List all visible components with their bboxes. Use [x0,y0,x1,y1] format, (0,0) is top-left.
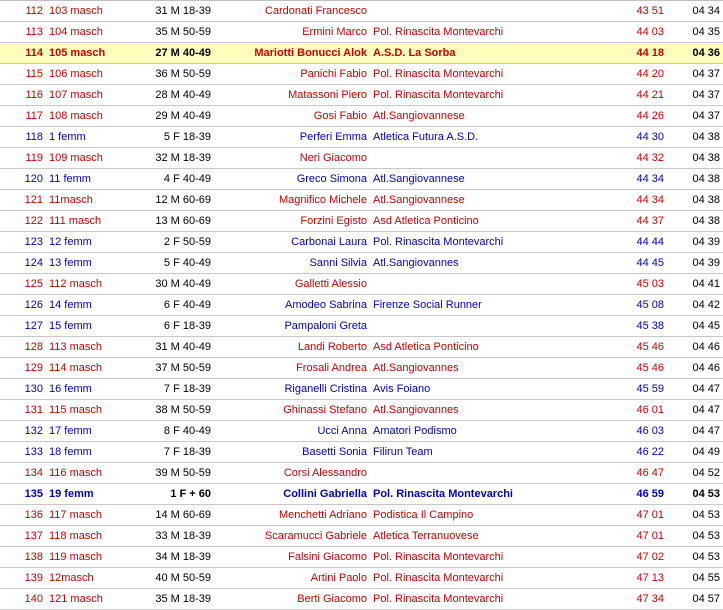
cell-pace: 04 53 [667,547,723,568]
cell-category: 12 femm [46,232,134,253]
cell-pace: 04 45 [667,316,723,337]
cell-age-group: 36 M 50-59 [134,64,214,85]
cell-age-group: 1 F + 60 [134,484,214,505]
cell-age-group: 32 M 18-39 [134,148,214,169]
cell-name: Ghinassi Stefano [214,400,370,421]
cell-team: Firenze Social Runner [370,295,606,316]
cell-position: 137 [0,526,46,547]
cell-team: Pol. Rinascita Montevarchi [370,64,606,85]
cell-name: Magnifico Michele [214,190,370,211]
cell-pace: 04 53 [667,505,723,526]
cell-category: 108 masch [46,106,134,127]
cell-pace: 04 38 [667,148,723,169]
cell-category: 114 masch [46,358,134,379]
cell-pace: 04 37 [667,85,723,106]
table-row[interactable] [0,547,723,568]
cell-team: Pol. Rinascita Montevarchi [370,547,606,568]
cell-category: 14 femm [46,295,134,316]
cell-position: 112 [0,1,46,22]
cell-name: Collini Gabriella [214,484,370,505]
cell-age-group: 27 M 40-49 [134,43,214,64]
table-row[interactable] [0,379,723,400]
cell-category: 107 masch [46,85,134,106]
cell-team: Podistica Il Campino [370,505,606,526]
cell-pace: 04 38 [667,169,723,190]
cell-name: Carbonai Laura [214,232,370,253]
cell-category: 16 femm [46,379,134,400]
cell-name: Landi Roberto [214,337,370,358]
cell-age-group: 14 M 60-69 [134,505,214,526]
cell-category: 105 masch [46,43,134,64]
cell-time: 43 51 [606,1,667,22]
cell-age-group: 35 M 50-59 [134,22,214,43]
cell-pace: 04 37 [667,64,723,85]
table-row[interactable] [0,190,723,211]
cell-name: Sanni Silvia [214,253,370,274]
cell-name: Cardonati Francesco [214,1,370,22]
cell-time: 44 26 [606,106,667,127]
cell-team: Atletica Terranuovese [370,526,606,547]
cell-pace: 04 53 [667,526,723,547]
cell-position: 126 [0,295,46,316]
cell-position: 114 [0,43,46,64]
cell-position: 135 [0,484,46,505]
cell-age-group: 5 F 18-39 [134,127,214,148]
cell-pace: 04 52 [667,463,723,484]
cell-position: 116 [0,85,46,106]
cell-team: Atletica Futura A.S.D. [370,127,606,148]
table-row[interactable] [0,463,723,484]
cell-time: 45 46 [606,337,667,358]
cell-name: Greco Simona [214,169,370,190]
cell-time: 45 59 [606,379,667,400]
cell-category: 109 masch [46,148,134,169]
cell-position: 138 [0,547,46,568]
table-row[interactable] [0,442,723,463]
cell-time: 44 03 [606,22,667,43]
cell-team: Pol. Rinascita Montevarchi [370,589,606,610]
table-row[interactable] [0,274,723,295]
cell-category: 103 masch [46,1,134,22]
cell-team: Pol. Rinascita Montevarchi [370,232,606,253]
cell-position: 128 [0,337,46,358]
cell-team: Asd Atletica Ponticino [370,337,606,358]
table-row[interactable] [0,169,723,190]
cell-time: 47 01 [606,526,667,547]
cell-name: Frosali Andrea [214,358,370,379]
cell-pace: 04 42 [667,295,723,316]
cell-team: Amatori Podismo [370,421,606,442]
cell-team: A.S.D. La Sorba [370,43,606,64]
cell-position: 133 [0,442,46,463]
cell-position: 125 [0,274,46,295]
table-row[interactable] [0,295,723,316]
cell-time: 44 44 [606,232,667,253]
cell-pace: 04 47 [667,421,723,442]
cell-pace: 04 38 [667,211,723,232]
table-row[interactable] [0,1,723,22]
cell-age-group: 8 F 40-49 [134,421,214,442]
cell-age-group: 12 M 60-69 [134,190,214,211]
cell-age-group: 28 M 40-49 [134,85,214,106]
cell-team: Avis Foiano [370,379,606,400]
cell-position: 124 [0,253,46,274]
cell-team: Asd Atletica Ponticino [370,211,606,232]
table-row[interactable] [0,316,723,337]
cell-time: 45 03 [606,274,667,295]
cell-position: 119 [0,148,46,169]
cell-time: 44 32 [606,148,667,169]
cell-position: 131 [0,400,46,421]
cell-name: Riganelli Cristina [214,379,370,400]
cell-category: 18 femm [46,442,134,463]
cell-category: 12masch [46,568,134,589]
cell-name: Basetti Sonia [214,442,370,463]
cell-time: 44 30 [606,127,667,148]
cell-team: Atl.Sangiovannes [370,358,606,379]
cell-time: 47 01 [606,505,667,526]
cell-team [370,316,606,337]
table-row[interactable] [0,43,723,64]
cell-category: 117 masch [46,505,134,526]
cell-category: 112 masch [46,274,134,295]
cell-time: 44 37 [606,211,667,232]
cell-category: 19 femm [46,484,134,505]
cell-time: 46 47 [606,463,667,484]
cell-age-group: 6 F 40-49 [134,295,214,316]
cell-team: Atl.Sangiovannese [370,106,606,127]
cell-time: 44 18 [606,43,667,64]
cell-age-group: 40 M 50-59 [134,568,214,589]
cell-time: 44 45 [606,253,667,274]
cell-age-group: 2 F 50-59 [134,232,214,253]
cell-name: Forzini Egisto [214,211,370,232]
cell-pace: 04 34 [667,1,723,22]
cell-team [370,1,606,22]
cell-category: 111 masch [46,211,134,232]
cell-team: Pol. Rinascita Montevarchi [370,22,606,43]
cell-age-group: 31 M 40-49 [134,337,214,358]
table-row[interactable] [0,484,723,505]
cell-category: 119 masch [46,547,134,568]
table-row[interactable] [0,64,723,85]
results-table-body [0,1,723,610]
cell-category: 11 femm [46,169,134,190]
cell-age-group: 35 M 18-39 [134,589,214,610]
cell-team: Atl.Sangiovannes [370,400,606,421]
cell-team: Pol. Rinascita Montevarchi [370,85,606,106]
cell-pace: 04 47 [667,379,723,400]
cell-pace: 04 35 [667,22,723,43]
cell-pace: 04 57 [667,589,723,610]
cell-name: Amodeo Sabrina [214,295,370,316]
cell-team: Pol. Rinascita Montevarchi [370,568,606,589]
table-row[interactable] [0,211,723,232]
cell-name: Panichi Fabio [214,64,370,85]
cell-name: Ucci Anna [214,421,370,442]
table-row[interactable] [0,568,723,589]
cell-pace: 04 38 [667,127,723,148]
cell-category: 17 femm [46,421,134,442]
cell-name: Galletti Alessio [214,274,370,295]
cell-age-group: 13 M 60-69 [134,211,214,232]
cell-age-group: 29 M 40-49 [134,106,214,127]
cell-name: Ermini Marco [214,22,370,43]
cell-time: 44 21 [606,85,667,106]
cell-age-group: 34 M 18-39 [134,547,214,568]
cell-name: Menchetti Adriano [214,505,370,526]
cell-pace: 04 36 [667,43,723,64]
table-row[interactable] [0,253,723,274]
table-row[interactable] [0,232,723,253]
cell-age-group: 7 F 18-39 [134,442,214,463]
cell-name: Perferi Emma [214,127,370,148]
table-row[interactable] [0,106,723,127]
cell-position: 113 [0,22,46,43]
cell-category: 121 masch [46,589,134,610]
cell-time: 46 01 [606,400,667,421]
cell-team: Pol. Rinascita Montevarchi [370,484,606,505]
cell-time: 45 08 [606,295,667,316]
table-row[interactable] [0,358,723,379]
cell-age-group: 30 M 40-49 [134,274,214,295]
cell-time: 44 34 [606,169,667,190]
cell-pace: 04 53 [667,484,723,505]
table-row[interactable] [0,337,723,358]
cell-time: 45 46 [606,358,667,379]
table-row[interactable] [0,400,723,421]
cell-time: 45 38 [606,316,667,337]
cell-position: 139 [0,568,46,589]
cell-team [370,463,606,484]
cell-time: 46 22 [606,442,667,463]
cell-position: 121 [0,190,46,211]
cell-team: Atl.Sangiovannes [370,253,606,274]
cell-time: 47 13 [606,568,667,589]
cell-time: 47 34 [606,589,667,610]
cell-name: Matassoni Piero [214,85,370,106]
cell-category: 11masch [46,190,134,211]
cell-category: 1 femm [46,127,134,148]
cell-time: 46 59 [606,484,667,505]
cell-position: 117 [0,106,46,127]
cell-position: 140 [0,589,46,610]
cell-pace: 04 39 [667,232,723,253]
cell-position: 136 [0,505,46,526]
cell-age-group: 5 F 40-49 [134,253,214,274]
cell-position: 123 [0,232,46,253]
table-row[interactable] [0,421,723,442]
cell-name: Corsi Alessandro [214,463,370,484]
cell-position: 129 [0,358,46,379]
cell-time: 44 20 [606,64,667,85]
cell-category: 118 masch [46,526,134,547]
cell-name: Artini Paolo [214,568,370,589]
cell-pace: 04 55 [667,568,723,589]
cell-pace: 04 46 [667,358,723,379]
table-row[interactable] [0,505,723,526]
cell-age-group: 4 F 40-49 [134,169,214,190]
cell-age-group: 7 F 18-39 [134,379,214,400]
cell-name: Berti Giacomo [214,589,370,610]
cell-name: Scaramucci Gabriele [214,526,370,547]
cell-pace: 04 47 [667,400,723,421]
cell-pace: 04 49 [667,442,723,463]
cell-pace: 04 41 [667,274,723,295]
cell-age-group: 33 M 18-39 [134,526,214,547]
table-row[interactable] [0,589,723,610]
cell-time: 44 34 [606,190,667,211]
cell-age-group: 37 M 50-59 [134,358,214,379]
table-row[interactable] [0,22,723,43]
cell-team [370,274,606,295]
cell-team [370,148,606,169]
cell-pace: 04 46 [667,337,723,358]
cell-category: 106 masch [46,64,134,85]
cell-position: 122 [0,211,46,232]
cell-name: Mariotti Bonucci Alok [214,43,370,64]
cell-time: 47 02 [606,547,667,568]
cell-age-group: 38 M 50-59 [134,400,214,421]
cell-time: 46 03 [606,421,667,442]
cell-category: 104 masch [46,22,134,43]
cell-category: 15 femm [46,316,134,337]
table-row[interactable] [0,85,723,106]
cell-position: 120 [0,169,46,190]
cell-age-group: 31 M 18-39 [134,1,214,22]
cell-position: 115 [0,64,46,85]
cell-name: Pampaloni Greta [214,316,370,337]
cell-name: Falsini Giacomo [214,547,370,568]
cell-category: 113 masch [46,337,134,358]
cell-age-group: 6 F 18-39 [134,316,214,337]
cell-team: Atl.Sangiovannese [370,169,606,190]
table-row[interactable] [0,148,723,169]
cell-age-group: 39 M 50-59 [134,463,214,484]
cell-category: 13 femm [46,253,134,274]
cell-pace: 04 39 [667,253,723,274]
cell-position: 118 [0,127,46,148]
cell-position: 127 [0,316,46,337]
cell-position: 130 [0,379,46,400]
cell-position: 134 [0,463,46,484]
cell-pace: 04 37 [667,106,723,127]
cell-team: Atl.Sangiovannese [370,190,606,211]
cell-name: Neri Giacomo [214,148,370,169]
cell-pace: 04 38 [667,190,723,211]
cell-position: 132 [0,421,46,442]
cell-name: Gosi Fabio [214,106,370,127]
cell-category: 115 masch [46,400,134,421]
cell-team: Filirun Team [370,442,606,463]
table-row[interactable] [0,526,723,547]
cell-category: 116 masch [46,463,134,484]
table-row[interactable] [0,127,723,148]
